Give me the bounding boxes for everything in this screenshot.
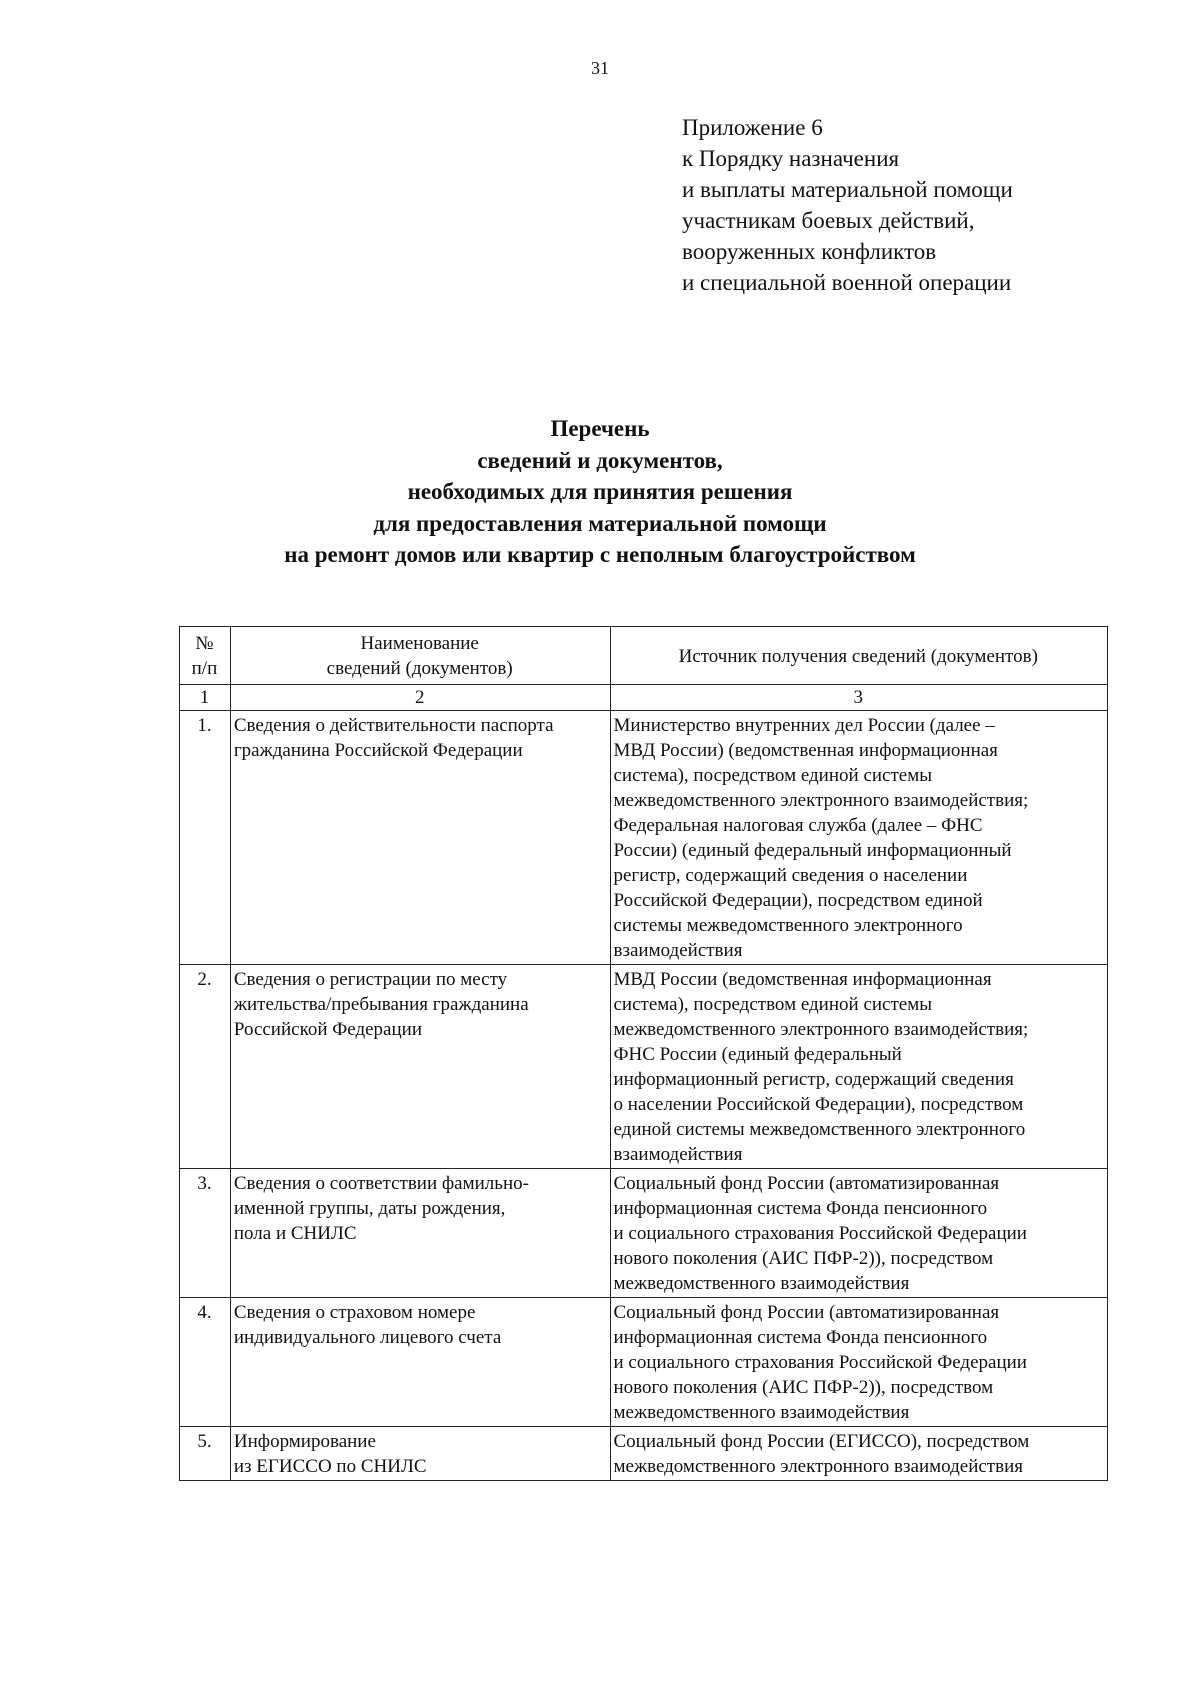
source-line: Социальный фонд России (автоматизированная: [613, 1302, 1000, 1323]
source-line: система), посредством единой системы: [613, 765, 933, 786]
row-number: 3.: [180, 1169, 231, 1298]
header-number-line: п/п: [191, 658, 218, 679]
row-document-name: [230, 1169, 610, 1298]
row-number: 1.: [180, 711, 231, 965]
table-header-row: [180, 627, 1108, 685]
title-line: сведений и документов,: [477, 447, 723, 473]
source-line: и социального страхования Российской Федерации: [613, 1223, 1027, 1244]
column-number: 1: [180, 685, 231, 711]
row-source: [610, 711, 1108, 965]
source-line: взаимодействия: [613, 940, 743, 961]
document-name-line: Сведения о действительности паспорта: [233, 715, 554, 736]
row-source: [610, 965, 1108, 1169]
document-name-line: пола и СНИЛС: [233, 1223, 357, 1244]
source-line: информационная система Фонда пенсионного: [613, 1198, 988, 1219]
source-line: межведомственного электронного взаимодействия;: [613, 790, 1029, 811]
header-source-line: Источник получения сведений (документов): [678, 645, 1038, 667]
document-name-line: жительства/пребывания гражданина: [233, 994, 529, 1015]
table-row: [180, 1298, 1108, 1427]
source-line: МВД России) (ведомственная информационная: [613, 740, 998, 761]
source-line: межведомственного взаимодействия: [613, 1273, 910, 1294]
appendix-line: и выплаты материальной помощи: [682, 177, 1013, 202]
source-line: ФНС России (единый федеральный: [613, 1044, 902, 1065]
title-line: для предоставления материальной помощи: [373, 510, 827, 536]
row-number: 4.: [180, 1298, 231, 1427]
row-number: 2.: [180, 965, 231, 1169]
appendix-line: Приложение 6: [682, 115, 823, 140]
row-document-name: [230, 1298, 610, 1427]
table-row: [180, 1169, 1108, 1298]
source-line: Российской Федерации), посредством единой: [613, 890, 983, 911]
document-name-line: именной группы, даты рождения,: [233, 1198, 506, 1219]
source-line: информационный регистр, содержащий сведения: [613, 1069, 1014, 1090]
document-name-line: Сведения о соответствии фамильно-: [233, 1173, 529, 1194]
header-name-line: Наименование: [360, 633, 479, 654]
source-line: и социального страхования Российской Федерации: [613, 1352, 1027, 1373]
header-name: [230, 627, 610, 685]
source-line: Федеральная налоговая служба (далее – ФНС: [613, 815, 983, 836]
source-line: Социальный фонд России (ЕГИССО), посредством: [613, 1431, 1030, 1452]
row-document-name: [230, 711, 610, 965]
document-name-line: индивидуального лицевого счета: [233, 1327, 502, 1348]
source-line: России) (единый федеральный информационный: [613, 840, 1012, 861]
title-line: Перечень: [550, 416, 650, 441]
source-line: Социальный фонд России (автоматизированная: [613, 1173, 1000, 1194]
page-number: 31: [591, 58, 609, 78]
source-line: система), посредством единой системы: [613, 994, 933, 1015]
appendix-line: вооруженных конфликтов: [682, 239, 937, 264]
source-line: информационная система Фонда пенсионного: [613, 1327, 988, 1348]
source-line: межведомственного электронного взаимодействия;: [613, 1019, 1029, 1040]
row-document-name: [230, 1427, 610, 1481]
source-line: нового поколения (АИС ПФР-2)), посредством: [613, 1377, 994, 1398]
column-number: 2: [230, 685, 610, 711]
row-number: 5.: [180, 1427, 231, 1481]
appendix-line: к Порядку назначения: [682, 146, 900, 171]
column-number: 3: [610, 685, 1108, 711]
source-line: межведомственного взаимодействия: [613, 1402, 910, 1423]
document-name-line: из ЕГИССО по СНИЛС: [233, 1456, 427, 1477]
document-name-line: гражданина Российской Федерации: [233, 740, 523, 761]
row-source: [610, 1298, 1108, 1427]
document-name-line: Информирование: [233, 1431, 376, 1452]
appendix-line: участникам боевых действий,: [682, 208, 975, 233]
appendix-note: [682, 112, 1162, 298]
title-line: необходимых для принятия решения: [407, 479, 793, 504]
row-document-name: [230, 965, 610, 1169]
row-source: [610, 1169, 1108, 1298]
document-name-line: Сведения о страховом номере: [233, 1302, 476, 1323]
document-name-line: Российской Федерации: [233, 1019, 422, 1040]
source-line: о населении Российской Федерации), посредством: [613, 1094, 1024, 1115]
source-line: системы межведомственного электронного: [613, 915, 963, 936]
source-line: межведомственного электронного взаимодействия: [613, 1456, 1023, 1477]
appendix-line: и специальной военной операции: [682, 270, 1012, 295]
source-line: МВД России (ведомственная информационная: [613, 969, 992, 990]
source-line: единой системы межведомственного электронного: [613, 1119, 1026, 1140]
source-line: нового поколения (АИС ПФР-2)), посредством: [613, 1248, 994, 1269]
document-title: [0, 413, 1200, 571]
column-number-row: [180, 685, 1108, 711]
header-name-line: сведений (документов): [326, 658, 513, 679]
header-number: [180, 627, 231, 685]
header-source: [610, 627, 1108, 685]
header-number-line: №: [195, 633, 214, 654]
documents-table: [179, 626, 1108, 1481]
table-row: [180, 711, 1108, 965]
row-source: [610, 1427, 1108, 1481]
table-row: [180, 1427, 1108, 1481]
document-name-line: Сведения о регистрации по месту: [233, 969, 508, 990]
source-line: регистр, содержащий сведения о населении: [613, 865, 968, 886]
title-line: на ремонт домов или квартир с неполным благоустройством: [284, 542, 916, 567]
source-line: взаимодействия: [613, 1144, 743, 1165]
source-line: Министерство внутренних дел России (далее –: [613, 715, 995, 736]
table-row: [180, 965, 1108, 1169]
